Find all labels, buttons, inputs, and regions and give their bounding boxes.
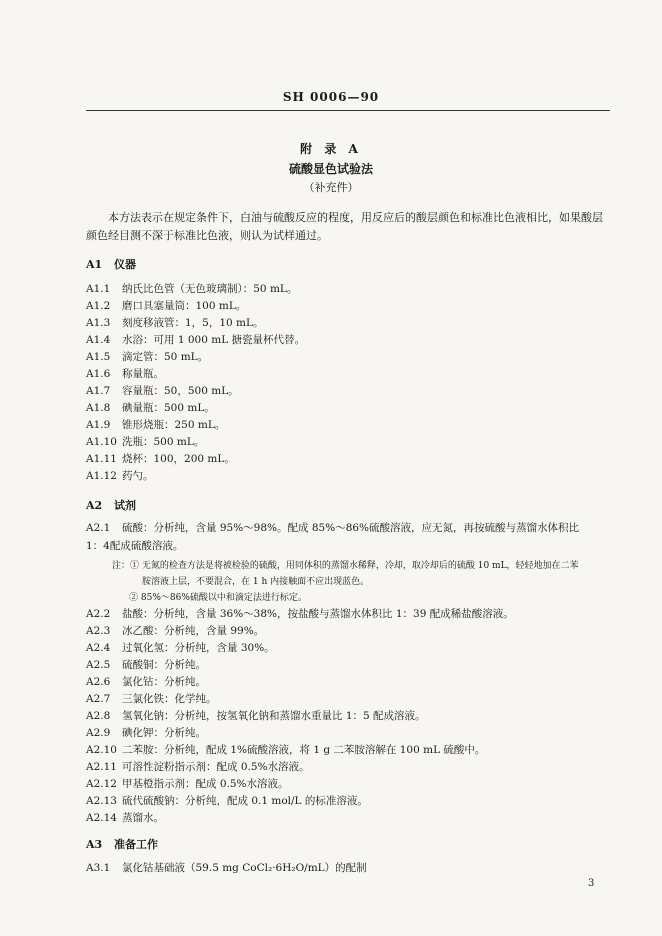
- list-item: A1.3 刻度移液管：1，5，10 mL。: [86, 317, 264, 329]
- list-item: A1.12 药勺。: [86, 470, 154, 482]
- list-item: A1.7 容量瓶：50，500 mL。: [86, 385, 239, 397]
- list-item: A1.2 磨口具塞量筒：100 mL。: [86, 300, 247, 312]
- list-item: A2.14 蒸馏水。: [86, 812, 164, 824]
- appendix-title: 硫酸显色试验法: [288, 162, 373, 176]
- section-number: A2: [86, 499, 103, 512]
- list-item: A1.6 称量瓶。: [86, 368, 164, 380]
- note-line: 注：① 无氮的检查方法是将被检验的硫酸，用同体积的蒸馏水稀释，冷却，取冷却后的硫酸 10 mL，轻轻地加在二苯: [112, 561, 579, 571]
- note-line: 胺溶液上层，不要混合，在 1 h 内接触面不应出现蓝色。: [142, 577, 370, 587]
- section-number: A3: [86, 838, 103, 851]
- list-item: A2.11 可溶性淀粉指示剂：配成 0.5%水溶液。: [86, 761, 310, 773]
- list-item: A2.7 三氯化铁：化学纯。: [86, 693, 217, 705]
- standard-code: SH 0006—90: [282, 90, 380, 104]
- list-item: A2.8 氢氧化钠：分析纯，按氢氧化钠和蒸馏水重量比 1：5 配成溶液。: [86, 710, 426, 722]
- list-item: A2.10 二苯胺：分析纯，配成 1%硫酸溶液，将 1 g 二苯胺溶解在 100 mL 硫酸中。: [86, 744, 486, 756]
- section-title: 仪器: [114, 258, 136, 271]
- note-line: ② 85%～86%硫酸以中和滴定法进行标定。: [129, 593, 307, 603]
- list-item: A3.1 氯化钴基础液（59.5 mg CoCl₂·6H₂O/mL）的配制: [86, 862, 367, 874]
- list-item: A2.1 硫酸：分析纯，含量 95%～98%。配成 85%～86%硫酸溶液，应无氮，再按硫酸与蒸馏水体积比: [86, 522, 580, 534]
- section-title: 准备工作: [114, 838, 158, 851]
- list-item: A2.12 甲基橙指示剂：配成 0.5%水溶液。: [86, 778, 289, 790]
- header-rule: [86, 110, 610, 111]
- section-a1-heading: [86, 256, 136, 272]
- list-item: A2.4 过氧化氢：分析纯，含量 30%。: [86, 642, 275, 654]
- section-number: A1: [86, 258, 103, 271]
- list-item: A2.3 冰乙酸：分析纯，含量 99%。: [86, 625, 265, 637]
- list-item: A1.4 水浴：可用 1 000 mL 搪瓷量杯代替。: [86, 334, 306, 346]
- section-title: 试剂: [114, 499, 136, 512]
- list-item: A2.2 盐酸：分析纯，含量 36%～38%，按盐酸与蒸馏水体积比 1：39 配成稀盐酸溶液。: [86, 608, 514, 620]
- list-item-continuation: 1：4配成硫酸溶液。: [86, 540, 184, 552]
- intro-paragraph: 本方法表示在规定条件下，白油与硫酸反应的程度，用反应后的酸层颜色和标准比色液相比，如果酸层颜色经目测不深于标准比色液，则认为试样通过。: [86, 211, 603, 242]
- list-item: A2.5 硫酸铜：分析纯。: [86, 659, 206, 671]
- list-item: A1.9 锥形烧瓶：250 mL。: [86, 419, 226, 431]
- appendix-label: 附 录 A: [300, 142, 362, 156]
- list-item: A1.5 滴定管：50 mL。: [86, 351, 209, 363]
- appendix-subtitle: （补充件）: [303, 181, 359, 194]
- section-a3-heading: [86, 836, 158, 852]
- list-item: A2.6 氯化钴：分析纯。: [86, 676, 206, 688]
- list-item: A1.1 纳氏比色管（无色玻璃制）：50 mL。: [86, 283, 298, 295]
- list-item: A2.13 硫代硫酸钠：分析纯，配成 0.1 mol/L 的标准溶液。: [86, 795, 368, 807]
- list-item: A1.10 洗瓶：500 mL。: [86, 436, 205, 448]
- list-item: A1.8 碘量瓶：500 mL。: [86, 402, 215, 414]
- list-item: A1.11 烧杯：100，200 mL。: [86, 453, 235, 465]
- section-a2-heading: [86, 497, 136, 513]
- list-item: A2.9 碘化钾：分析纯。: [86, 727, 206, 739]
- page-number: 3: [588, 878, 595, 889]
